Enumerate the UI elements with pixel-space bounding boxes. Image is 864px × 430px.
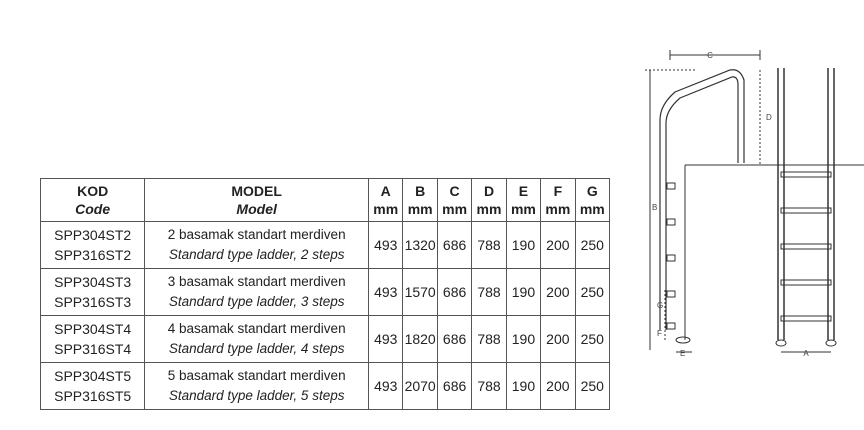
value-e: 190 (506, 316, 540, 363)
dim-label-b: B (652, 203, 658, 212)
value-f: 200 (541, 316, 575, 363)
value-g: 250 (575, 316, 609, 363)
value-b: 2070 (403, 363, 437, 410)
value-c: 686 (437, 363, 471, 410)
model-cell (145, 222, 369, 269)
value-g: 250 (575, 269, 609, 316)
code-316: SPP316ST3 (54, 294, 132, 310)
header-letter: A (380, 183, 391, 199)
value-g: 250 (575, 363, 609, 410)
value-d: 788 (472, 222, 506, 269)
header-unit: mm (476, 201, 502, 217)
model-tr: 4 basamak standart merdiven (167, 321, 346, 336)
value-b: 1570 (403, 269, 437, 316)
dim-label-a: A (803, 349, 809, 358)
model-cell (145, 269, 369, 316)
value-d: 788 (472, 269, 506, 316)
value-b: 1320 (403, 222, 437, 269)
code-316: SPP316ST2 (54, 247, 132, 263)
header-d (472, 179, 506, 222)
header-row (41, 179, 610, 222)
header-code (41, 179, 145, 222)
value-a: 493 (369, 316, 403, 363)
header-g (575, 179, 609, 222)
dim-label-g: G (657, 301, 664, 310)
code-316: SPP316ST4 (54, 341, 132, 357)
header-letter: B (415, 183, 426, 199)
value-c: 686 (437, 316, 471, 363)
model-tr: 2 basamak standart merdiven (167, 227, 346, 242)
model-tr: 3 basamak standart merdiven (167, 274, 346, 289)
header-unit: mm (579, 201, 605, 217)
dim-label-c: C (707, 51, 713, 60)
model-cell (145, 363, 369, 410)
value-c: 686 (437, 222, 471, 269)
code-cell (41, 269, 145, 316)
code-304: SPP304ST3 (54, 274, 132, 290)
value-a: 493 (369, 222, 403, 269)
header-letter: G (586, 183, 598, 199)
header-letter: F (553, 183, 563, 199)
model-en: Standard type ladder, 5 steps (168, 388, 345, 403)
header-model (145, 179, 369, 222)
table-row (41, 363, 610, 410)
header-unit: mm (510, 201, 536, 217)
header-unit: mm (545, 201, 571, 217)
code-304: SPP304ST5 (54, 368, 132, 384)
ladder-drawing (640, 40, 864, 370)
header-code-en: Code (75, 201, 111, 217)
value-a: 493 (369, 363, 403, 410)
value-g: 250 (575, 222, 609, 269)
value-e: 190 (506, 269, 540, 316)
value-c: 686 (437, 269, 471, 316)
spec-table (40, 178, 610, 410)
dim-label-e: E (680, 349, 686, 358)
value-e: 190 (506, 363, 540, 410)
model-cell (145, 316, 369, 363)
header-letter: E (518, 183, 529, 199)
dim-label-d: D (766, 113, 772, 122)
value-f: 200 (541, 222, 575, 269)
model-en: Standard type ladder, 4 steps (168, 341, 345, 356)
table-row (41, 269, 610, 316)
value-f: 200 (541, 363, 575, 410)
header-f (541, 179, 575, 222)
header-unit: mm (373, 201, 399, 217)
header-b (403, 179, 437, 222)
value-e: 190 (506, 222, 540, 269)
dim-label-f: F (657, 329, 662, 338)
value-a: 493 (369, 269, 403, 316)
code-304: SPP304ST2 (54, 227, 132, 243)
model-en: Standard type ladder, 3 steps (168, 294, 345, 309)
value-b: 1820 (403, 316, 437, 363)
code-cell (41, 222, 145, 269)
value-d: 788 (472, 316, 506, 363)
header-a (369, 179, 403, 222)
code-316: SPP316ST5 (54, 388, 132, 404)
header-code-tr: KOD (77, 183, 109, 199)
header-model-en: Model (236, 201, 277, 217)
header-letter: C (449, 183, 460, 199)
header-unit: mm (442, 201, 468, 217)
header-unit: mm (407, 201, 433, 217)
model-en: Standard type ladder, 2 steps (168, 247, 345, 262)
value-f: 200 (541, 269, 575, 316)
code-cell (41, 363, 145, 410)
table-row (41, 222, 610, 269)
code-cell (41, 316, 145, 363)
table-row (41, 316, 610, 363)
header-e (506, 179, 540, 222)
header-letter: D (483, 183, 495, 199)
model-tr: 5 basamak standart merdiven (167, 368, 346, 383)
code-304: SPP304ST4 (54, 321, 132, 337)
header-model-tr: MODEL (231, 183, 282, 199)
header-c (437, 179, 471, 222)
value-d: 788 (472, 363, 506, 410)
